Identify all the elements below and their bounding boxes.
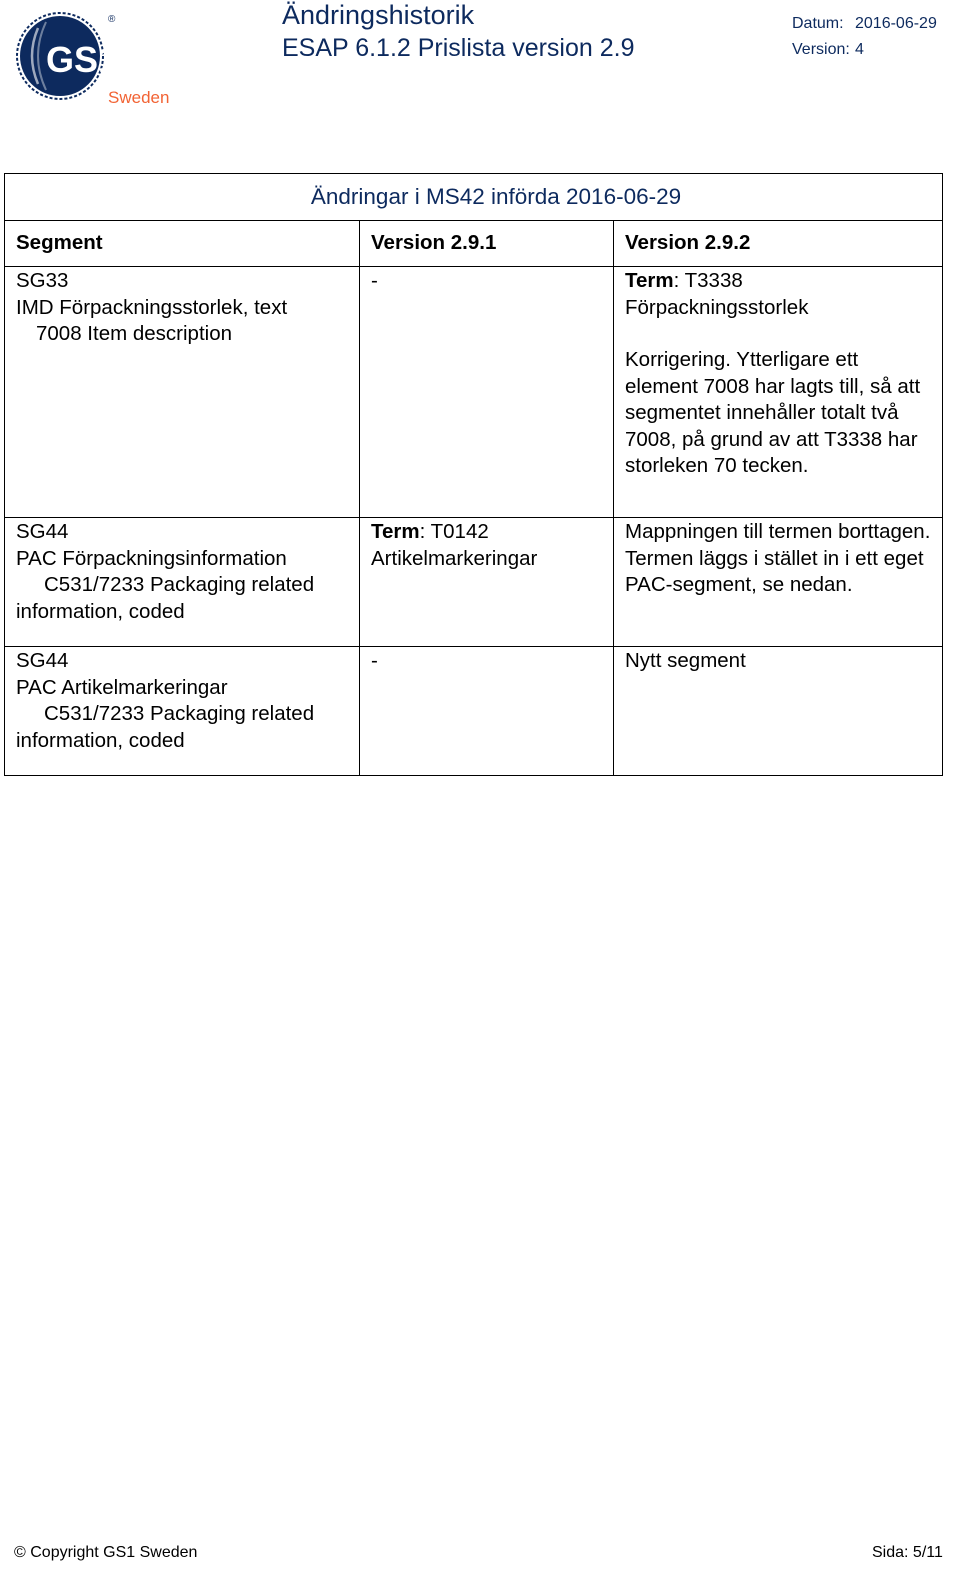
version-292-cell bbox=[614, 267, 943, 518]
column-header-version-291: Version 2.9.1 bbox=[360, 221, 614, 267]
segment-name: PAC Artikelmarkeringar bbox=[16, 675, 228, 699]
footer-copyright: © Copyright GS1 Sweden bbox=[14, 1544, 198, 1561]
version-292-cell bbox=[614, 518, 943, 647]
date-line bbox=[792, 15, 937, 33]
segment-cell bbox=[5, 267, 360, 518]
term-value: : T0142 bbox=[419, 520, 489, 543]
footer-page-number: Sida: 5/11 bbox=[872, 1544, 943, 1561]
segment-cell bbox=[5, 647, 360, 776]
no-change-dash: - bbox=[371, 649, 378, 672]
table-row bbox=[5, 518, 943, 647]
segment-name: PAC Förpackningsinformation bbox=[16, 546, 287, 570]
column-header-version-292: Version 2.9.2 bbox=[614, 221, 943, 267]
segment-cell bbox=[5, 518, 360, 647]
term-value: : T3338 bbox=[673, 269, 743, 292]
segment-group: SG44 bbox=[16, 649, 69, 672]
segment-element: C531/7233 Packaging related information, coded bbox=[16, 573, 315, 623]
version-291-cell bbox=[360, 518, 614, 647]
segment-element: C531/7233 Packaging related information, coded bbox=[16, 702, 315, 752]
term-label: Term bbox=[371, 520, 420, 543]
table-row bbox=[5, 647, 943, 776]
version-label: Version: bbox=[792, 41, 850, 58]
segment-name: IMD Förpackningsstorlek, text bbox=[16, 295, 288, 319]
version-292-cell bbox=[614, 647, 943, 776]
changes-table bbox=[4, 173, 943, 776]
document-subtitle: ESAP 6.1.2 Prislista version 2.9 bbox=[282, 34, 635, 62]
gs1-sweden-logo bbox=[16, 8, 178, 110]
date-label: Datum: bbox=[792, 15, 844, 32]
version-291-cell bbox=[360, 267, 614, 518]
version-291-cell bbox=[360, 647, 614, 776]
registered-mark: ® bbox=[108, 14, 116, 25]
version-value: 4 bbox=[855, 41, 864, 58]
table-row bbox=[5, 267, 943, 518]
date-value: 2016-06-29 bbox=[855, 15, 937, 32]
change-note: Mappningen till termen borttagen. Termen läggs i stället in i ett eget PAC-segment, se nedan. bbox=[625, 520, 931, 596]
logo-text: GS1 bbox=[46, 39, 119, 80]
table-caption: Ändringar i MS42 införda 2016-06-29 bbox=[5, 174, 943, 221]
version-line bbox=[792, 41, 864, 59]
change-note: Nytt segment bbox=[625, 649, 746, 672]
term-name: Förpackningsstorlek bbox=[625, 295, 809, 319]
no-change-dash: - bbox=[371, 269, 378, 292]
term-name: Artikelmarkeringar bbox=[371, 546, 538, 570]
table-header-row bbox=[5, 221, 943, 267]
document-title: Ändringshistorik bbox=[282, 0, 475, 30]
segment-element: 7008 Item description bbox=[36, 322, 233, 345]
column-header-segment: Segment bbox=[5, 221, 360, 267]
change-note: Korrigering. Ytterligare ett element 7008 har lagts till, så att segmentet innehåller totalt två 7008, på grund av att T3338 har storleken 70 tecken. bbox=[625, 348, 921, 477]
term-label: Term bbox=[625, 269, 674, 292]
segment-group: SG33 bbox=[16, 269, 69, 292]
segment-group: SG44 bbox=[16, 520, 69, 543]
paragraph-gap bbox=[625, 321, 936, 347]
logo-sweden: Sweden bbox=[108, 88, 170, 107]
